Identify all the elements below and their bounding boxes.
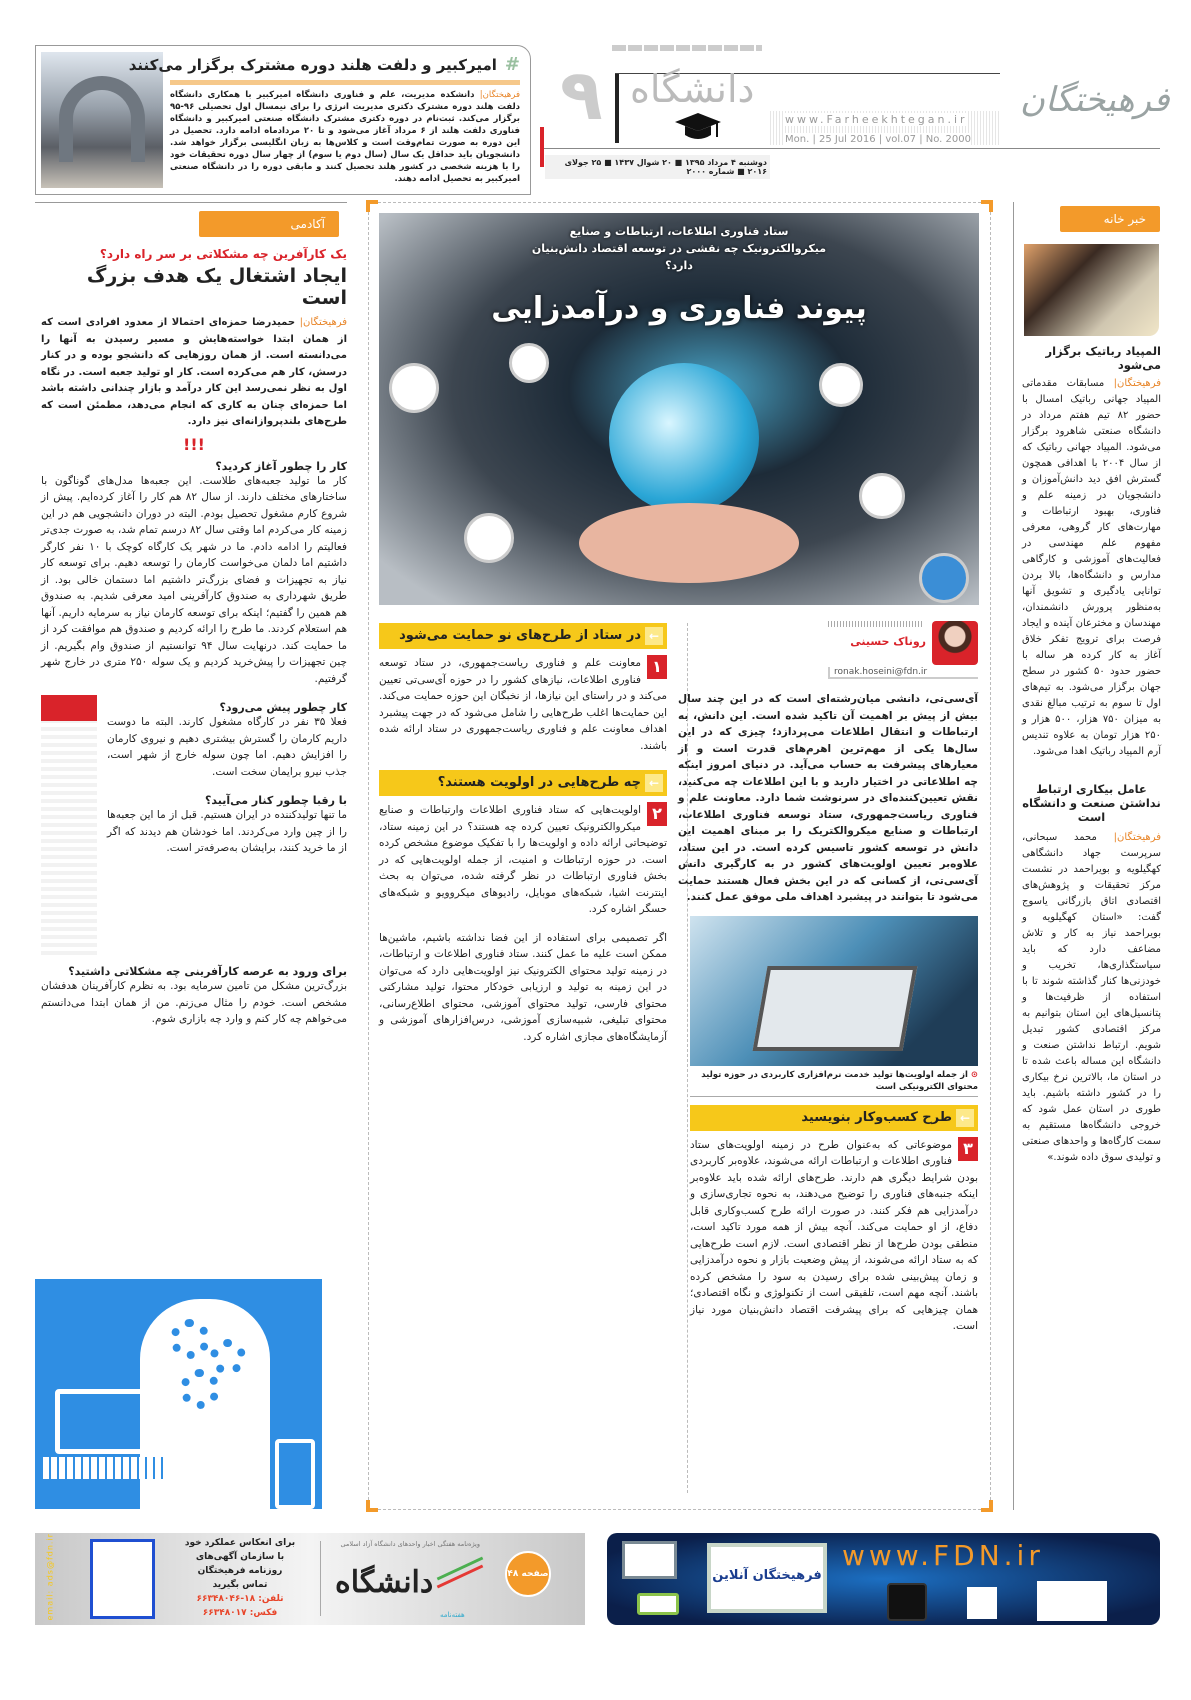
arrow-icon: ← [645,774,663,792]
section-body: معاونت علم و فناوری ریاست‌جمهوری، در ستاد توسعه فناوری اطلاعات، نیازهای کشور را در حوزه آی‌سی‌تی تعیین می‌کند و در راستای این نیازها، از نخبگان این حوزه حمایت می‌کند. این حمایت‌ها اغلب طرح‌هایی را شامل می‌شود که در جهت پیشبرد اهداف معاونت علم و فناوری ریاست‌جمهوری در ستاد ارائه شده باشند. [379,657,667,752]
feature-section [368,202,991,1510]
lead: حمیدرضا حمزه‌ای احتمالا از معدود افرادی است که از همان ابتدا خواسته‌هایش و مسیر رسیدن به آنها را می‌دانسته است. از همان روزهایی که دانشجو بوده و در کنار درسش، کار هم می‌کرده است. کار او تولید جعبه است. در نگاه اول به نظر نمی‌رسد این کار درآمد و بازار چندانی داشته باشد اما حمزه‌ای چنان به کاری که انجام می‌دهد، مطمئن است که طرح‌های بلندپروازانه‌ای نیز دارد. [41,317,347,427]
question: کار چطور پیش می‌رود؟ [219,701,347,714]
section-header: ← در ستاد از طرح‌های نو حمایت می‌شود [379,623,667,649]
kicker: یک کارآفرین چه مشکلاتی بر سر راه دارد؟ [99,247,347,261]
hash-icon: # [504,54,520,75]
logo: فرهیختگان [1020,80,1170,120]
section-tab-academy: آکادمی [199,211,339,237]
section-body-tail: اگر تصمیمی برای استفاده از این فضا نداشته باشیم، ماشین‌ها ممکن است علیه ما عمل کنند. ستاد فناوری اطلاعات و ارتباطات، در زمینه تولید محتوای الکترونیک نیز اولویت‌هایی دارد که می‌توان در این زمینه به تولید و ارزیابی خودکار محتوا، تولید مشارکتی محتوای فارسی، تولید محتوای آموزشی، محتوای اطلاع‌رسانی، محتوای تبلیغی، شبیه‌سازی آموزشی، درس‌افزارهای آموزشی و آزمایشگاه‌های مجازی اشاره کرد. [379,931,667,1043]
answer: بزرگ‌ترین مشکل من تامین سرمایه بود. به نظرم کارآفرینان هدفشان مشخص است. خودم را مثال می‌زنم. من از همان ابتدا می‌دانستم می‌خواهم چه کار کنم و وارد چه بازاری شوم. [41,980,347,1025]
section-number: ۲ [647,802,667,826]
ad-url[interactable]: www.FDN.ir [842,1539,1044,1572]
question: کار را چطور آغاز کردید؟ [215,459,347,473]
ad-fax: فکس: ۶۶۳۴۸۰۱۷ [202,1608,278,1618]
top-story-box [35,45,531,195]
content-image [690,916,978,1066]
feature-kicker: ستاد فناوری اطلاعات، ارتباطات و صنایع میکروالکترونیک چه نقشی در توسعه اقتصاد دانش‌بنیان دارد؟ [531,225,827,272]
technology-illustration [35,1279,322,1509]
ad-text: روزنامه فرهیختگان [197,1566,283,1576]
ad-weekly-label: هفته‌نامه [440,1611,465,1619]
pages-badge: ۴۸ صفحه [505,1551,551,1597]
feature-intro: آی‌سی‌تی، دانشی میان‌رشته‌ای است که در این چند سال بیش از پیش بر اهمیت آن تاکید شده است. این دانش، به ارتباطات و انتقال اطلاعات می‌پردازد؛ چیزی که در این سال‌ها یکی از مهم‌ترین اهرم‌های قدرت است و از معیارهای پیشرفت به حساب می‌آید. در دنیای امروز اینکه چه اطلاعاتی در اختیار دارید و با این اطلاعات چه می‌کنید، نقش تعیین‌کننده‌ای در سرنوشت شما دارد. معاونت علم و فناوری ریاست‌جمهوری، ستاد توسعه فناوری اطلاعات، ارتباطات و صنایع میکروالکتریک را بر مبنای اهمیت این دانش در توسعه کشور تاسیس کرده است. در این ستاد، علاوه‌بر تعیین اولویت‌های کشور در به کارگیری دانش آی‌سی‌تی، از کسانی که در این بخش فعال هستند حمایت می‌شود تا بتوانند در پیشبرد اهداف ملی موفق عمل کنند. [678,693,978,903]
source-label: فرهیختگان| [479,90,521,100]
ad-brand-logo: دانشگاه [335,1565,434,1600]
news-house-column [1013,202,1160,1510]
source-label: فرهیختگان| [1113,378,1161,389]
answer: فعلا ۳۵ نفر در کارگاه مشغول کارند. البته ما دوست داریم کارمان را گسترش بیشتری دهیم و نیروی کارمان را افزایش دهیم. اما چون سوله خارج از شهر است، جذب نیرو برایمان سخت است. [107,716,347,778]
news-body: محمد سبحانی، سرپرست جهاد دانشگاهی کهگیلویه و بویراحمد در نشست مرکز تحقیقات و پژوهش‌های اقتصادی اتاق بازرگانی یاسوج گفت: «استان کهگیلویه و بویراحمد نیاز به کار و تلاش مضاعف دارد که باید سیاستگذاری‌ها، تخریب و خودزنی‌ها کنار گذاشته شوند تا با استفاده از ظرفیت‌ها و پتانسیل‌های این استان بتوانیم به مرکز اقتصادی کشور تبدیل شویم. ارتباط نداشتن صنعت و دانشگاه این مساله باعث شده تا در استان ما، بالاترین نرخ بیکاری را در کشور داشته باشیم. باید طوری در استان عمل شود که خروجی دانشگاه‌ها مستقیم به سمت کارگاه‌ها و واحدهای صنعتی و تولیدی سوق داده شوند.» [1022,832,1161,1163]
author-photo [932,621,978,665]
section-tab-news-house: خبر خانه [1060,206,1160,232]
ad-brand-logo: فرهیختگان آنلاین [712,1568,822,1583]
source-label: فرهیختگان| [1113,832,1161,843]
author-name: روناک حسینی [850,635,926,648]
answer: ما تنها تولیدکننده در ایران هستیم. قبل از ما این جعبه‌ها را از چین وارد می‌کردند. اما خودشان هم دیدند که اگر از ما خرید کنند، برایشان به‌صرفه‌تر است. [107,809,347,854]
ad-email[interactable]: email: ads@fdn.ir [45,1533,55,1621]
answer: کار ما تولید جعبه‌های طلاست. این جعبه‌ها مدل‌های گوناگون با ساختارهای مختلف دارند. از سال ۸۲ هم کار را آغاز کرده‌ایم. پیش از شروع کارم مشغول تحصیل بودم. البته در دوران دانشجویی هم در این زمینه کار می‌کردم اما وقتی سال ۸۲ درسم تمام شد، به صورت جدی‌تر فعالیتم را ادامه دادم. ما در شهر یک کارگاه کوچک با ۱۰ نفر کارگر داشتیم اما دلمان می‌خواست کارمان را توسعه دهیم. برای توسعه کار نیاز به تجهیزات و فضای بزرگ‌تر داشتیم اما دستمان خالی بود. از طریق شهرداری به صندوق کارآفرینی امید معرفی شدیم. به صندوق هم همین را گفتیم؛ اینکه برای توسعه کارمان نیاز به سرمایه داریم. آنها هم استعلام کردند. ما طرح را ارائه کردیم و صندوق هم موافقت کرد از ما حمایت کند. درنهایت سال ۹۴ توانستیم از صندوق وام بگیریم. از چین تجهیزات را پیش‌خرید کردیم و یک سوله ۲۵۰ متری در خارج شهر گرفتیم. [41,474,347,685]
top-story-title: امیرکبیر و دلفت هلند دوره مشترک برگزار می‌کنند [128,55,497,74]
section-body: اولویت‌هایی که ستاد فناوری اطلاعات وارتباطات و صنایع میکروالکترونیک تعیین کرده چه هستند؟ در این زمینه ستاد، توضیحاتی ارائه داده و اولویت‌ها را با تفکیک موضوع مشخص کرده است. در حوزه ارتباطات و امنیت، از جمله اولویت‌هایی که در بخش فناوری ارتباطات در نظر گرفته شده، می‌توان به بحث اینترنت اشیا، شبکه‌های موبایل، رادیوهای میکروویو و شبکه‌های حسگر اشاره کرد. [379,804,667,915]
website-url[interactable]: www.Farheekhtegan.ir [785,113,968,126]
page-number: ۹ [560,54,603,136]
section-number: ۱ [647,655,667,679]
robotics-photo [1024,244,1159,336]
top-story-body: دانشکده مدیریت، علم و فناوری دانشگاه امیرکبیر با همکاری دانشگاه دلفت هلند دوره مشترک دکتری مدیریت انرژی را برای نیمسال اول تحصیلی ۹۶-۹۵ برگزار می‌کند. ثبت‌نام در دوره دکتری مشترک دانشگاه صنعتی امیرکبیر و دانشگاه فناوری دلفت هلند از ۶ مرداد آغاز می‌شود و تا ۲۰ مردادماه ادامه دارد. تحصیل در این دوره به صورت تمام‌وقت است و کلاس‌ها به زبان انگلیسی برگزار خواهد شد. دانشجویان باید حداقل یک سال (سال دوم یا سوم) از چهار سال دوره تحقیقات خود را با هزینه شخصی در کشور هلند تحصیل کنند و مابقی دوره را در دانشگاه صنعتی امیرکبیر به تحصیل ادامه دهند. [170,90,520,184]
author-box [828,621,978,683]
persian-date: دوشنبه ۴ مرداد ۱۳۹۵ ■ ۲۰ شوال ۱۴۳۷ ■ ۲۵ جولای ۲۰۱۶ ■ شماره ۲۰۰۰ [545,155,770,179]
hero-image [379,213,979,605]
question: با رقبا چطور کنار می‌آیید؟ [204,794,347,807]
english-date: Mon. | 25 Jul 2016 | vol.07 | No. 2000 [785,134,971,145]
magazine-cover [90,1539,155,1619]
masthead [540,45,1170,185]
arrow-icon: ← [645,627,663,645]
section-number: ۳ [958,1137,978,1161]
image-caption: از جمله اولویت‌ها تولید خدمت نرم‌افزاری کاربردی در حوزه تولید محتوای الکترونیکی است [701,1069,978,1092]
author-email[interactable]: ronak.hoseini@fdn.ir [828,667,978,679]
graduation-cap-icon [675,113,721,143]
source-label: فرهیختگان| [299,317,348,328]
news-title: عامل بیکاری ارتباط نداشتن صنعت و دانشگاه است [1022,782,1161,824]
ad-banner-daneshgah[interactable] [35,1533,585,1625]
ad-brand-tagline: ویژه‌نامه هفتگی اخبار واحدهای دانشگاه آزاد اسلامی [340,1540,480,1548]
headline: ایجاد اشتغال یک هدف بزرگ است [86,265,347,309]
caption-icon: ⊙ [970,1069,978,1080]
ad-banner-fdn[interactable] [607,1533,1160,1625]
section-name: دانشگاه [630,67,755,111]
section-header: ← چه طرح‌هایی در اولویت هستند؟ [379,770,667,796]
ad-phone: تلفن: ۱۸-۶۶۳۴۸۰۴۶ [196,1594,284,1604]
feature-title: پیوند فناوری و درآمدزایی [491,291,867,326]
arrow-icon: ← [956,1109,974,1127]
ad-text: تماس بگیرید [212,1580,268,1590]
ad-text: با سازمان آگهی‌های [195,1552,285,1562]
pullquote-sidebar [41,695,97,955]
news-title: المپیاد رباتیک برگزار می‌شود [1045,344,1161,372]
section-body: موضوعاتی که به‌عنوان طرح در زمینه اولویت‌های ستاد فناوری اطلاعات و ارتباطات ارائه می‌شوند، علاوه‌بر کاربردی بودن شرایط دیگری هم دارند. طرح‌های ارائه شده باید علاوه‌بر اینکه جنبه‌های فناوری را توضیح می‌دهند، به نحوه تجاری‌سازی و درآمدزایی هم فکر کنند. در صورت ارائه طرح کسب‌وکاری قابل دفاع، از او حمایت می‌کند. آنچه بیش از همه مورد تاکید است، منطقی بودن طرح‌ها از نظر اقتصادی است. لازم است طرح‌هایی که به ستاد ارائه می‌شوند، از پیش وضعیت بازار و نحوه درآمدزایی و زمان پیش‌بینی شده برای رسیدن به سود را مشخص کرده باشند. آنچه مهم است، تلفیقی است از تکنولوژی و نگاه اقتصادی؛ همان چیزهایی که برای پیشرفت اقتصاد دانش‌بنیان مورد نیاز است. [690,1138,978,1332]
section-header: ← طرح کسب‌وکار بنویسید [690,1105,978,1131]
ad-text: برای انعکاس عملکرد خود [184,1538,296,1548]
question: برای ورود به عرصه کارآفرینی چه مشکلاتی داشتید؟ [68,965,347,978]
separator-marks: !!! [183,434,205,454]
academy-column [35,202,347,1510]
news-body: مسابقات مقدماتی المپیاد جهانی رباتیک امسال با حضور ۸۲ تیم هفتم مرداد در دانشگاه صنعتی شاهرود برگزار می‌شود. المپیاد جهانی رباتیک که از سال ۲۰۰۴ با اهدافی همچون گسترش افق دید دانش‌آموزان و دانشجویان در زمینه علم و فناوری، بهبود ارتباطات و مهارت‌های کار گروهی، معرفی مفهوم علم مهندسی در فعالیت‌های آموزشی و کارگاهی مدارس و دانشگاه‌ها، بالا بردن توانایی یادگیری و تشویق آنها به‌منظور پرورش دانشمندان، مهندسان و مخترعان آینده و ایجاد فرصت برای ترویج تفکر خلاق آغاز به کار کرده هر ساله با حضور حدود ۵۰ کشور در سطح جهان برگزار می‌شود. به تیم‌های اول تا سوم به ترتیب مبالغ نقدی به میزان ۷۵۰ هزار، ۵۰۰ هزار و ۲۵۰ هزار تومان به علاوه تندیس آرم المپیاد رباتیک اهدا می‌شود. [1022,378,1162,757]
